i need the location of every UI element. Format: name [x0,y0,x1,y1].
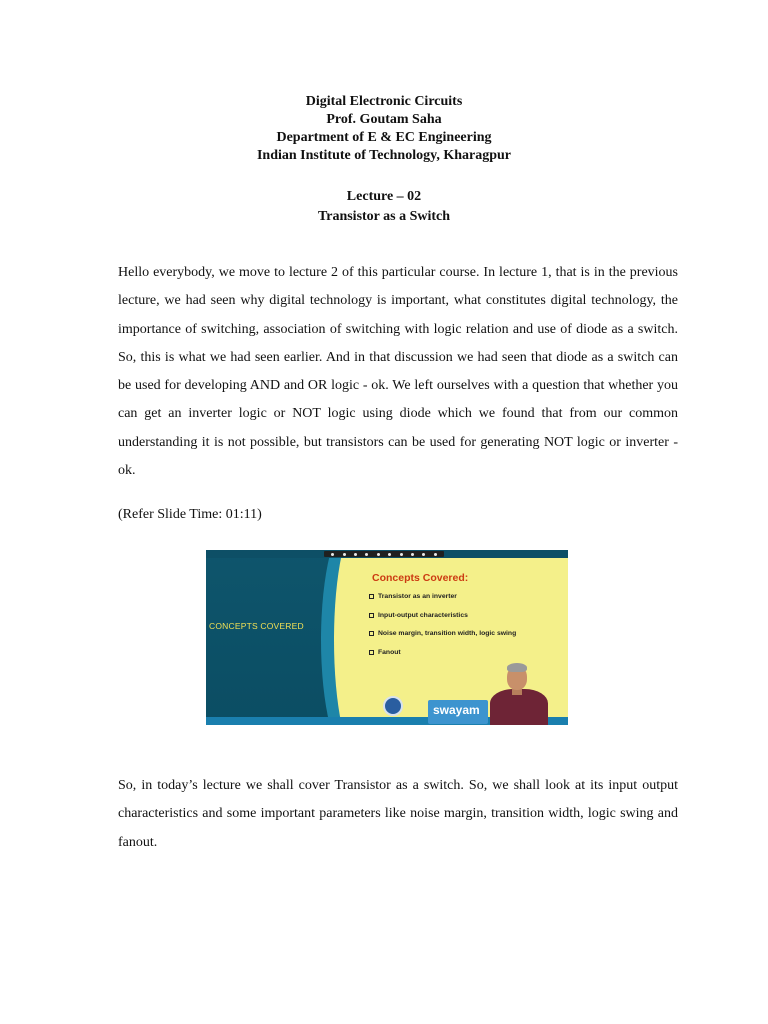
department-name: Department of E & EC Engineering [276,130,492,145]
document-header [0,93,768,165]
intro-paragraph: Hello everybody, we move to lecture 2 of this particular course. In lecture 1, that is in the previous lecture, we had seen why digital technology is important, what constitutes digital technology, the importance of switching, association of switching with logic relation and use of diode as a switch. So, this is what we had seen earlier. And in that discussion we had seen that diode as a switch can be used for developing AND and OR logic - ok. We left ourselves with a question that whether you can get an inverter logic or NOT logic using diode which we found that from our common understanding it is not possible, but transistors can be used for generating NOT logic or inverter - ok. [118,265,678,479]
toolbar-shape-icon [377,553,380,556]
toolbar-text-icon [388,553,391,556]
swayam-logo [428,700,488,724]
lecture-slide-image [206,550,568,725]
checkbox-bullet-icon [369,613,374,618]
toolbar-undo-icon [411,553,414,556]
swayam-logo-text: swayam [433,703,480,717]
toolbar-clear-icon [422,553,425,556]
institute-logo-icon [383,696,403,716]
slide-bullet-item: Fanout [369,649,516,668]
toolbar-line-icon [365,553,368,556]
course-title: Digital Electronic Circuits [305,94,463,109]
toolbar-close-icon [434,553,437,556]
lecture-overview-paragraph: So, in today’s lecture we shall cover Transistor as a switch. So, we shall look at its input output characteristics and some important parameters like noise margin, transition width, logic swing and fanout. [118,778,678,850]
lecture-title: Transistor as a Switch [317,209,451,224]
slide-bullet-list [369,593,516,667]
toolbar-marker-icon [343,553,346,556]
slide-title: Concepts Covered: [372,572,469,584]
institute-name: Indian Institute of Technology, Kharagpur [256,148,511,163]
slide-section-label: CONCEPTS COVERED [209,621,304,631]
presenter-image [488,662,550,725]
checkbox-bullet-icon [369,594,374,599]
lecture-number: Lecture – 02 [346,189,422,204]
slide-annotation-toolbar [324,551,444,557]
checkbox-bullet-icon [369,650,374,655]
slide-bullet-item: Input-output characteristics [369,612,516,631]
presenter-hair [507,663,527,672]
slide-bullet-item: Transistor as an inverter [369,593,516,612]
toolbar-color-icon [400,553,403,556]
toolbar-eraser-icon [354,553,357,556]
checkbox-bullet-icon [369,631,374,636]
refer-slide-time: (Refer Slide Time: 01:11) [118,507,262,522]
slide-bullet-item: Noise margin, transition width, logic swing [369,630,516,649]
professor-name: Prof. Goutam Saha [326,112,442,127]
lecture-heading [0,187,768,227]
toolbar-pen-icon [331,553,334,556]
